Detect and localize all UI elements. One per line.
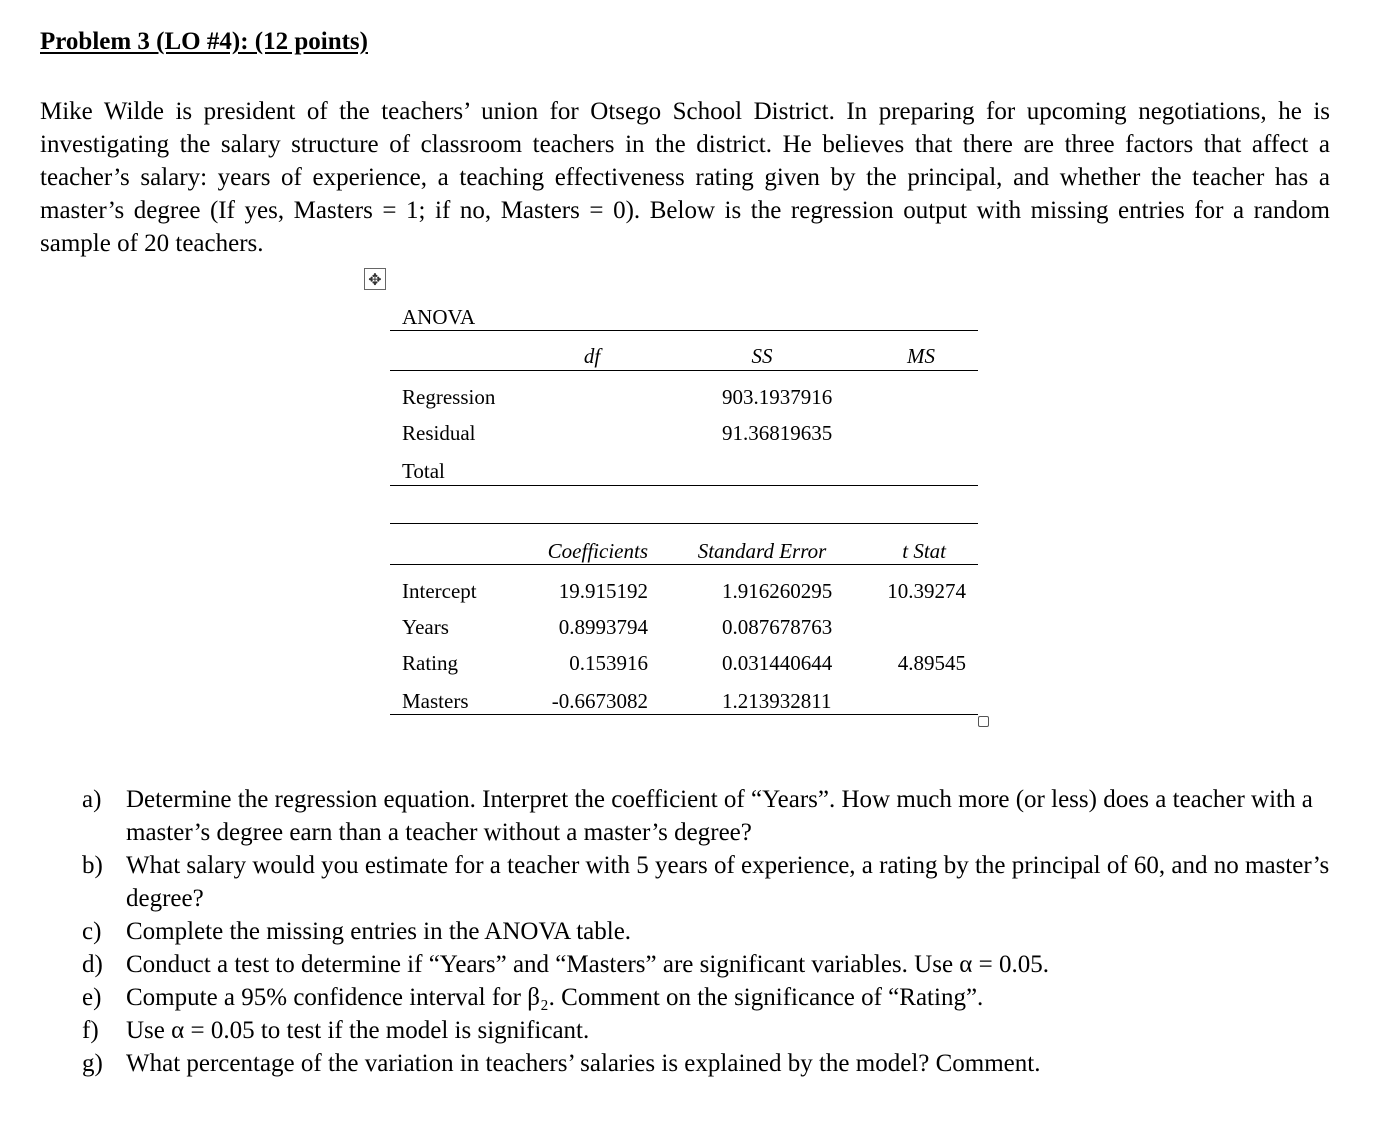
coef-row-name: Masters <box>402 689 469 713</box>
list-item <box>82 981 1332 1014</box>
coef-std-error: 0.031440644 <box>722 651 833 675</box>
coef-t-stat: 4.89545 <box>897 651 966 675</box>
question-marker: f) <box>82 1017 99 1044</box>
question-marker: b) <box>82 852 103 879</box>
table-resize-handle[interactable] <box>978 716 989 727</box>
anova-ss: 91.36819635 <box>722 421 833 445</box>
coef-header-std-error: Standard Error <box>697 539 827 563</box>
coef-row-name: Rating <box>402 651 458 675</box>
coef-header-coefficients: Coefficients <box>547 539 648 563</box>
divider <box>390 564 978 565</box>
list-item <box>82 783 1332 849</box>
coef-std-error: 1.916260295 <box>722 579 833 603</box>
anova-row-name: Regression <box>402 385 496 409</box>
question-text: Conduct a test to determine if “Years” and “Masters” are significant variables. Use α = 0.05. <box>126 951 1049 978</box>
table-move-handle-icon[interactable]: ✥ <box>364 268 386 290</box>
coef-row-name: Years <box>402 615 449 639</box>
question-marker: d) <box>82 951 103 978</box>
list-item <box>82 915 1332 948</box>
question-marker: c) <box>82 918 102 945</box>
anova-row-name: Residual <box>402 421 476 445</box>
divider <box>390 370 978 371</box>
coef-row-name: Intercept <box>402 579 477 603</box>
list-item <box>82 849 1332 915</box>
question-text: Compute a 95% confidence interval for β₂. Comment on the significance of “Rating”. <box>126 984 984 1011</box>
coef-std-error: 1.213932811 <box>722 689 832 713</box>
problem-description: Mike Wilde is president of the teachers’ union for Otsego School District. In preparing for upcoming negotiations, he is investigating the salary structure of classroom teachers in the district. He believes that there are three factors that affect a teacher’s salary: years of experience, a teaching effectiveness rating given by the principal, and whether the teacher has a master’s degree (If yes, Masters = 1; if no, Masters = 0). Below is the regression output with missing entries for a random sample of 20 teachers. <box>40 98 1330 257</box>
anova-header-ss: SS <box>751 344 773 368</box>
anova-label: ANOVA <box>402 305 476 329</box>
divider <box>390 523 978 524</box>
coef-value: 0.8993794 <box>558 615 648 639</box>
list-item <box>82 1047 1332 1080</box>
anova-header-ms: MS <box>907 344 935 368</box>
list-item <box>82 1014 1332 1047</box>
question-marker: a) <box>82 786 102 813</box>
coef-header-t-stat: t Stat <box>902 539 946 563</box>
question-marker: g) <box>82 1050 103 1077</box>
question-marker: e) <box>82 984 102 1011</box>
list-item <box>82 948 1332 981</box>
question-text: Determine the regression equation. Interpret the coefficient of “Years”. How much more (or less) does a teacher with a master’s degree earn than a teacher without a master’s degree? <box>126 786 1313 846</box>
coef-value: 19.915192 <box>558 579 648 603</box>
divider <box>390 330 978 331</box>
divider <box>390 714 978 715</box>
coef-t-stat: 10.39274 <box>887 579 966 603</box>
question-text: Use α = 0.05 to test if the model is significant. <box>126 1017 590 1044</box>
anova-ss: 903.1937916 <box>722 385 833 409</box>
question-list <box>82 783 1332 1080</box>
question-text: What salary would you estimate for a teacher with 5 years of experience, a rating by the principal of 60, and no master’s degree? <box>126 852 1330 912</box>
problem-title: Problem 3 (LO #4): (12 points) <box>40 28 368 55</box>
question-text: What percentage of the variation in teachers’ salaries is explained by the model? Comment. <box>126 1050 1041 1077</box>
anova-header-df: df <box>583 344 601 368</box>
coef-value: -0.6673082 <box>551 689 648 713</box>
coef-value: 0.153916 <box>569 651 648 675</box>
anova-row-name: Total <box>402 459 445 483</box>
divider <box>390 485 978 486</box>
coef-std-error: 0.087678763 <box>722 615 833 639</box>
question-text: Complete the missing entries in the ANOVA table. <box>126 918 632 945</box>
